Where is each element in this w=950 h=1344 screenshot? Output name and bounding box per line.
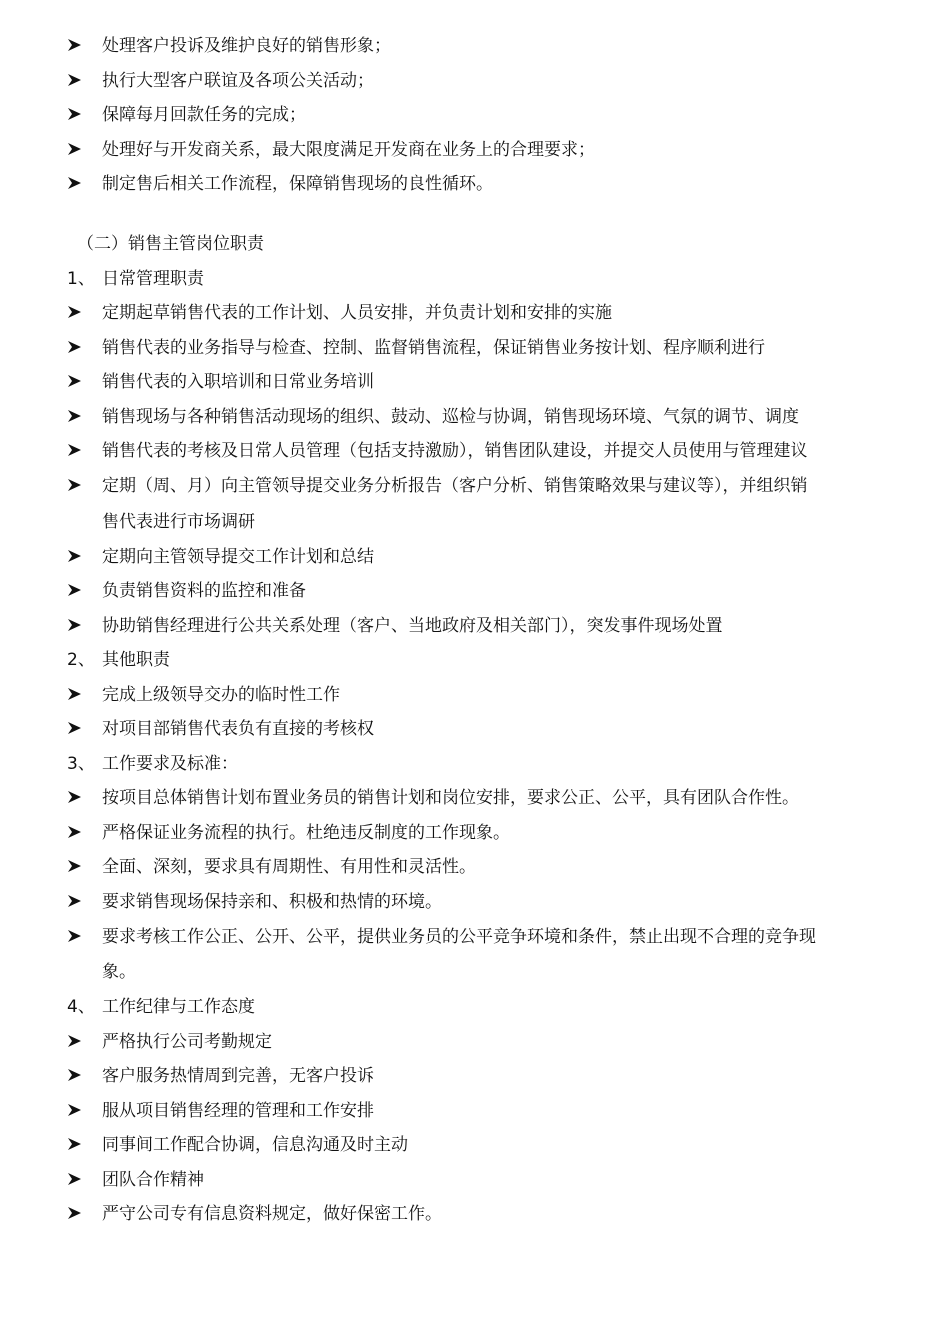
line-text: 销售代表的入职培训和日常业务培训 xyxy=(102,372,374,392)
bullet-item xyxy=(0,611,950,641)
arrow-bullet-icon xyxy=(67,31,85,61)
item-number: 4、 xyxy=(67,997,95,1017)
arrow-bullet-icon xyxy=(67,922,85,952)
line-text: 团队合作精神 xyxy=(102,1170,204,1190)
line-text: 严格保证业务流程的执行。杜绝违反制度的工作现象。 xyxy=(102,823,510,843)
arrow-bullet-icon xyxy=(67,471,85,501)
bullet-item xyxy=(0,1199,950,1229)
bullet-item xyxy=(0,680,950,710)
bullet-item xyxy=(0,714,950,744)
bullet-item xyxy=(0,1061,950,1091)
line-text: 按项目总体销售计划布置业务员的销售计划和岗位安排，要求公正、公平，具有团队合作性。 xyxy=(102,788,799,808)
line-text: 保障每月回款任务的完成； xyxy=(102,105,306,125)
line-text: 销售代表的考核及日常人员管理（包括支持激励），销售团队建设，并提交人员使用与管理建议 xyxy=(102,441,808,461)
bullet-item xyxy=(0,471,950,501)
line-text: 处理好与开发商关系，最大限度满足开发商在业务上的合理要求； xyxy=(102,140,595,160)
numbered-heading xyxy=(0,645,950,675)
numbered-heading xyxy=(0,749,950,779)
line-text: 日常管理职责 xyxy=(102,269,204,289)
line-text: 全面、深刻，要求具有周期性、有用性和灵活性。 xyxy=(102,857,476,877)
line-text: 售代表进行市场调研 xyxy=(102,512,255,532)
numbered-heading xyxy=(0,264,950,294)
arrow-bullet-icon xyxy=(67,1061,85,1091)
line-text: 负责销售资料的监控和准备 xyxy=(102,581,306,601)
arrow-bullet-icon xyxy=(67,1199,85,1229)
bullet-item xyxy=(0,298,950,328)
arrow-bullet-icon xyxy=(67,1027,85,1057)
arrow-bullet-icon xyxy=(67,714,85,744)
arrow-bullet-icon xyxy=(67,611,85,641)
section-heading xyxy=(0,229,950,259)
line-text: 定期起草销售代表的工作计划、人员安排，并负责计划和安排的实施 xyxy=(102,303,612,323)
arrow-bullet-icon xyxy=(67,1096,85,1126)
line-text: 执行大型客户联谊及各项公关活动； xyxy=(102,71,374,91)
arrow-bullet-icon xyxy=(67,1165,85,1195)
bullet-item xyxy=(0,367,950,397)
bullet-item xyxy=(0,333,950,363)
arrow-bullet-icon xyxy=(67,542,85,572)
line-text: 制定售后相关工作流程，保障销售现场的良性循环。 xyxy=(102,174,493,194)
arrow-bullet-icon xyxy=(67,66,85,96)
bullet-item xyxy=(0,169,950,199)
line-text: （二）销售主管岗位职责 xyxy=(77,234,264,254)
bullet-item xyxy=(0,135,950,165)
line-text: 完成上级领导交办的临时性工作 xyxy=(102,685,340,705)
arrow-bullet-icon xyxy=(67,680,85,710)
bullet-item xyxy=(0,436,950,466)
line-text: 定期向主管领导提交工作计划和总结 xyxy=(102,547,374,567)
continuation-line xyxy=(0,957,950,987)
bullet-item xyxy=(0,922,950,952)
line-text: 销售现场与各种销售活动现场的组织、鼓动、巡检与协调，销售现场环境、气氛的调节、调度 xyxy=(102,407,799,427)
line-text: 同事间工作配合协调，信息沟通及时主动 xyxy=(102,1135,408,1155)
bullet-item xyxy=(0,818,950,848)
bullet-item xyxy=(0,1027,950,1057)
item-number: 3、 xyxy=(67,754,95,774)
arrow-bullet-icon xyxy=(67,367,85,397)
line-text: 象。 xyxy=(102,962,136,982)
line-text: 严守公司专有信息资料规定，做好保密工作。 xyxy=(102,1204,442,1224)
bullet-item xyxy=(0,402,950,432)
line-text: 客户服务热情周到完善，无客户投诉 xyxy=(102,1066,374,1086)
item-number: 2、 xyxy=(67,650,95,670)
continuation-line xyxy=(0,507,950,537)
line-text: 协助销售经理进行公共关系处理（客户、当地政府及相关部门），突发事件现场处置 xyxy=(102,616,723,636)
bullet-item xyxy=(0,852,950,882)
line-text: 服从项目销售经理的管理和工作安排 xyxy=(102,1101,374,1121)
line-text: 严格执行公司考勤规定 xyxy=(102,1032,272,1052)
item-number: 1、 xyxy=(67,269,95,289)
bullet-item xyxy=(0,1165,950,1195)
bullet-item xyxy=(0,1096,950,1126)
line-text: 要求考核工作公正、公开、公平，提供业务员的公平竞争环境和条件，禁止出现不合理的竞争现 xyxy=(102,927,816,947)
line-text: 工作要求及标准： xyxy=(102,754,238,774)
bullet-item xyxy=(0,783,950,813)
bullet-item xyxy=(0,66,950,96)
line-text: 对项目部销售代表负有直接的考核权 xyxy=(102,719,374,739)
line-text: 工作纪律与工作态度 xyxy=(102,997,255,1017)
bullet-item xyxy=(0,31,950,61)
numbered-heading xyxy=(0,992,950,1022)
arrow-bullet-icon xyxy=(67,298,85,328)
arrow-bullet-icon xyxy=(67,169,85,199)
arrow-bullet-icon xyxy=(67,333,85,363)
arrow-bullet-icon xyxy=(67,783,85,813)
bullet-item xyxy=(0,576,950,606)
bullet-item xyxy=(0,542,950,572)
line-text: 处理客户投诉及维护良好的销售形象； xyxy=(102,36,391,56)
arrow-bullet-icon xyxy=(67,887,85,917)
line-text: 销售代表的业务指导与检查、控制、监督销售流程，保证销售业务按计划、程序顺利进行 xyxy=(102,338,765,358)
arrow-bullet-icon xyxy=(67,1130,85,1160)
arrow-bullet-icon xyxy=(67,135,85,165)
arrow-bullet-icon xyxy=(67,818,85,848)
arrow-bullet-icon xyxy=(67,436,85,466)
line-text: 其他职责 xyxy=(102,650,170,670)
arrow-bullet-icon xyxy=(67,576,85,606)
bullet-item xyxy=(0,1130,950,1160)
bullet-item xyxy=(0,887,950,917)
arrow-bullet-icon xyxy=(67,402,85,432)
line-text: 要求销售现场保持亲和、积极和热情的环境。 xyxy=(102,892,442,912)
arrow-bullet-icon xyxy=(67,100,85,130)
line-text: 定期（周、月）向主管领导提交业务分析报告（客户分析、销售策略效果与建议等），并组织销 xyxy=(102,476,808,496)
arrow-bullet-icon xyxy=(67,852,85,882)
bullet-item xyxy=(0,100,950,130)
